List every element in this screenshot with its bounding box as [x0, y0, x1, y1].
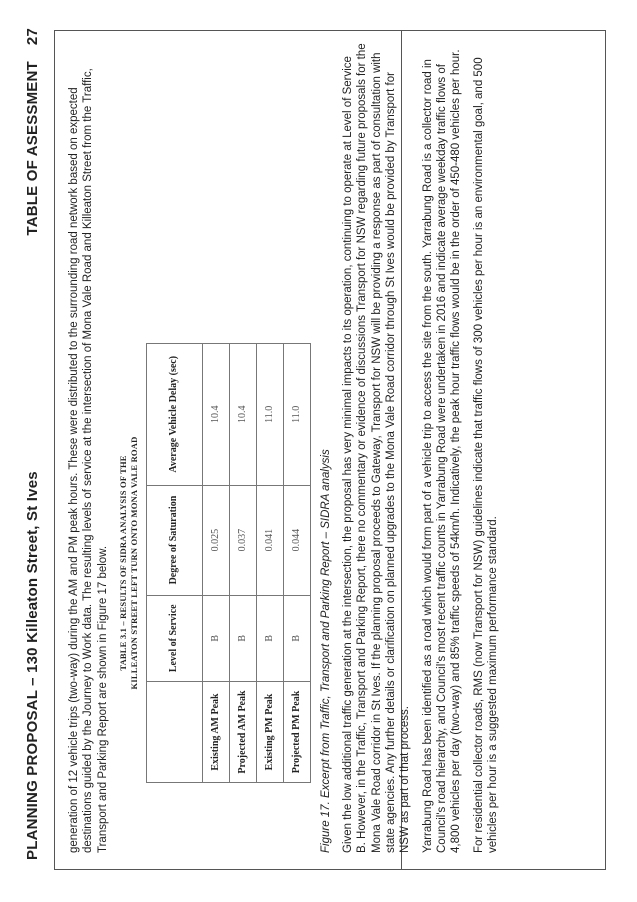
header-level-of-service: Level of Service: [146, 595, 202, 681]
row-label: Projected PM Peak: [283, 682, 310, 783]
average-delay: 10.4: [202, 344, 229, 486]
header-average-delay: Average Vehicle Delay (sec): [146, 344, 202, 486]
row-label: Existing PM Peak: [256, 682, 283, 783]
sidra-table-figure: [118, 343, 311, 783]
table-row: [229, 344, 256, 783]
degree-of-saturation: 0.037: [229, 485, 256, 595]
row-label: Existing AM Peak: [202, 682, 229, 783]
table-caption-line-2: KILLEATON STREET LEFT TURN ONTO MONA VALE ROAD: [128, 436, 139, 690]
header-degree-of-saturation: Degree of Saturation: [146, 485, 202, 595]
average-delay: 10.4: [229, 344, 256, 486]
yarrabung-road-paragraph: Yarrabung Road has been identified as a road which would form part of a vehicle trip to access the site from the south. Yarrabung Road is a collector road in Council's road hierarchy, and Council's most recent traffic counts in Yarrabung Road were undertaken in 2016 and indicate average weekday traffic flows of 4,800 vehicles per day (two-way) and 85% traffic speeds of 54km/h. Indicatively, the peak hour traffic flows would be in the order of 450-480 vehicles per hour.: [421, 49, 463, 853]
average-delay: 11.0: [283, 344, 310, 486]
row-label: Projected AM Peak: [229, 682, 256, 783]
page-number: 27: [24, 28, 41, 46]
level-of-service: B: [256, 595, 283, 681]
sidra-results-table: [146, 343, 311, 783]
table-header-row: [146, 344, 202, 783]
section-header: [24, 28, 41, 236]
header-blank: [146, 682, 202, 783]
level-of-service: B: [202, 595, 229, 681]
degree-of-saturation: 0.044: [283, 485, 310, 595]
average-delay: 11.0: [256, 344, 283, 486]
impact-paragraph: Given the low additional traffic generation at the intersection, the proposal has very minimal impacts to its operation, continuing to operate at Level of Service B. However, in the Traffic, Transport and Parking Report, there no commentary or evidence of discussions Transport for NSW regarding future proposals for the Mona Vale Road corridor in St Ives. If the planning proposal proceeds to Gateway, Transport for NSW will be providing a response as part of consultation with state agencies. Any further details or clarification on planned upgrades to the Mona Vale Road corridor through St Ives would be provided by Transport for NSW as part of that process.: [342, 43, 412, 853]
assessment-content: [67, 43, 508, 853]
level-of-service: B: [229, 595, 256, 681]
table-row: [283, 344, 310, 783]
table-row: [256, 344, 283, 783]
table-caption: [118, 343, 140, 783]
intro-paragraph: generation of 12 vehicle trips (two-way) during the AM and PM peak hours. These were distributed to the surrounding road network based on expected destinations guided by the Journey to Work data. The resulting levels of service at the intersection of Mona Vale Road and Killeaton Street from the Traffic, Transport and Parking Report are shown in Figure 17 below.: [68, 68, 109, 853]
table-caption-line-1: TABLE 3.1 – RESULTS OF SIDRA ANALYSIS OF THE: [117, 455, 128, 671]
level-of-service: B: [283, 595, 310, 681]
figure-caption: Figure 17. Excerpt from Traffic, Transport and Parking Report – SIDRA analysis: [319, 449, 332, 853]
degree-of-saturation: 0.025: [202, 485, 229, 595]
section-title: TABLE OF ASESSMENT: [24, 61, 41, 236]
table-row: [202, 344, 229, 783]
degree-of-saturation: 0.041: [256, 485, 283, 595]
document-title: PLANNING PROPOSAL – 130 Killeaton Street, St Ives: [24, 471, 41, 860]
collector-roads-paragraph: For residential collector roads, RMS (now Transport for NSW) guidelines indicate that traffic flows of 300 vehicles per hour is an environmental goal, and 500 vehicles per hour is a suggested maximum performance standard.: [472, 57, 499, 853]
assessment-table-frame: [54, 30, 606, 870]
